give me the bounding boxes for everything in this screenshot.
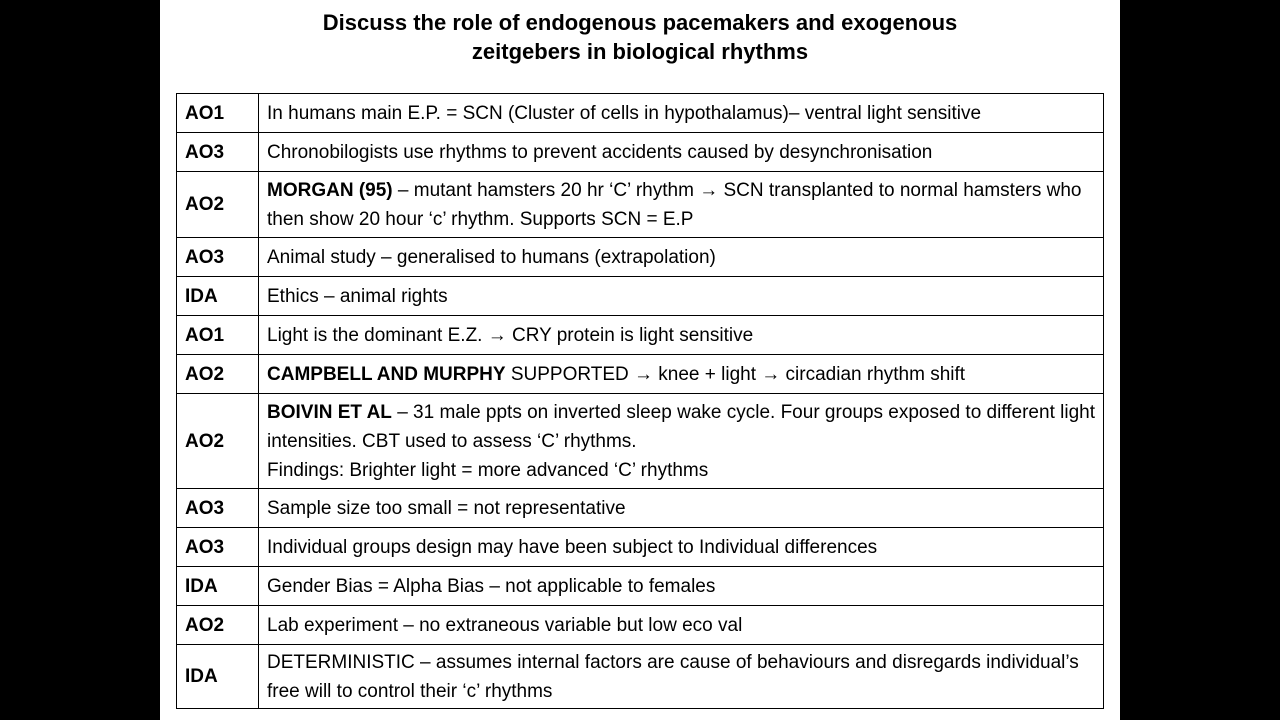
ao-code: AO2 [177,394,259,489]
ao-code: IDA [177,567,259,606]
row-text: Lab experiment – no extraneous variable but low eco val [259,606,1104,645]
row-text [259,172,1104,238]
row-text: DETERMINISTIC – assumes internal factors are cause of behaviours and disregards individual’s free will to control their ‘c’ rhythms [259,645,1104,709]
ao-code: AO3 [177,133,259,172]
row-text [259,394,1104,489]
row-text: Individual groups design may have been subject to Individual differences [259,528,1104,567]
study-name: BOIVIN ET AL [267,401,392,423]
row-text: Light is the dominant E.Z. → CRY protein is light sensitive [259,316,1104,355]
notes-table [176,93,1104,709]
table-row [177,645,1104,709]
title-line-2: zeitgebers in biological rhythms [471,39,809,64]
ao-code: AO1 [177,94,259,133]
table-row [177,528,1104,567]
row-text [259,355,1104,394]
ao-code: AO2 [177,606,259,645]
ao-code: AO2 [177,172,259,238]
row-text: In humans main E.P. = SCN (Cluster of cells in hypothalamus)– ventral light sensitive [259,94,1104,133]
row-text: Sample size too small = not representative [259,489,1104,528]
title-line-1: Discuss the role of endogenous pacemakers and exogenous [322,10,958,35]
row-text: Gender Bias = Alpha Bias – not applicable to females [259,567,1104,606]
ao-code: AO1 [177,316,259,355]
ao-code: AO2 [177,355,259,394]
row-text: Chronobilogists use rhythms to prevent accidents caused by desynchronisation [259,133,1104,172]
ao-code: IDA [177,645,259,709]
table-row [177,238,1104,277]
table-row [177,606,1104,645]
table-row [177,394,1104,489]
study-name: MORGAN (95) [267,179,393,201]
table-row [177,133,1104,172]
table-row [177,355,1104,394]
slide [160,0,1120,720]
row-text-body: – mutant hamsters 20 hr ‘C’ rhythm → SCN transplanted to normal hamsters who then show 20 hour ‘c’ rhythm. Supports SCN = E.P [267,179,1082,230]
ao-code: AO3 [177,238,259,277]
row-text: Ethics – animal rights [259,277,1104,316]
table-row [177,94,1104,133]
table-row [177,316,1104,355]
table-row [177,489,1104,528]
row-text-body: SUPPORTED → knee + light → circadian rhythm shift [505,363,966,385]
row-text-findings: Findings: Brighter light = more advanced ‘C’ rhythms [267,459,709,481]
table-row [177,277,1104,316]
ao-code: AO3 [177,489,259,528]
study-name: CAMPBELL AND MURPHY [267,363,506,385]
slide-title [160,8,1120,66]
ao-code: IDA [177,277,259,316]
table-row [177,172,1104,238]
ao-code: AO3 [177,528,259,567]
row-text-body: – 31 male ppts on inverted sleep wake cycle. Four groups exposed to different light intensities. CBT used to assess ‘C’ rhythms. [267,401,1095,452]
table-row [177,567,1104,606]
row-text: Animal study – generalised to humans (extrapolation) [259,238,1104,277]
